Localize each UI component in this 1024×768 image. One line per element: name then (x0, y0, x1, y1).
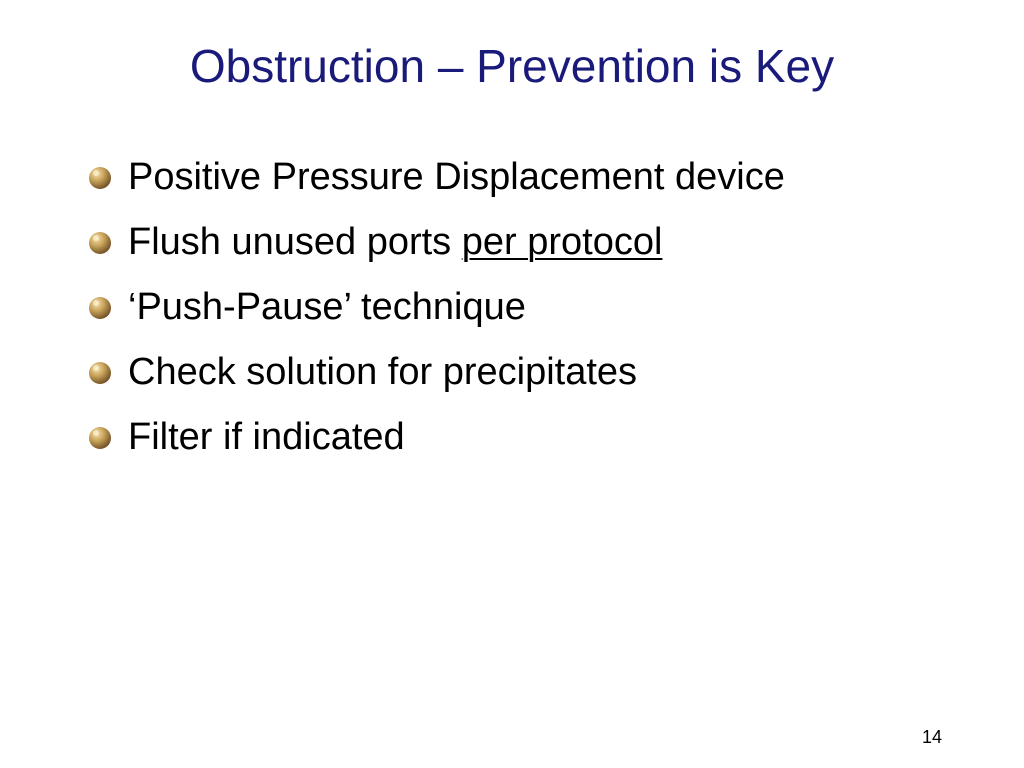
bullet-item-flush-unused-ports (86, 210, 785, 275)
gold-sphere-icon (86, 424, 114, 452)
bullet-item-push-pause (86, 275, 785, 340)
bullet-list (86, 145, 785, 470)
gold-sphere-icon (86, 229, 114, 257)
per-protocol-link[interactable]: per protocol (461, 221, 663, 263)
gold-sphere-icon (86, 294, 114, 322)
bullet-item-positive-pressure (86, 145, 785, 210)
bullet-text (128, 221, 662, 264)
bullet-text: Positive Pressure Displacement device (128, 156, 785, 198)
bullet-text-prefix: Flush unused ports (128, 221, 462, 263)
bullet-item-filter-if-indicated (86, 405, 785, 470)
gold-sphere-icon (86, 164, 114, 192)
gold-sphere-icon (86, 359, 114, 387)
bullet-item-check-solution (86, 340, 785, 405)
page-number: 14 (921, 727, 942, 747)
slide-title: Obstruction – Prevention is Key (189, 40, 835, 92)
bullet-text: Filter if indicated (128, 416, 405, 458)
bullet-text: ‘Push-Pause’ technique (128, 286, 526, 328)
bullet-text: Check solution for precipitates (128, 351, 638, 393)
